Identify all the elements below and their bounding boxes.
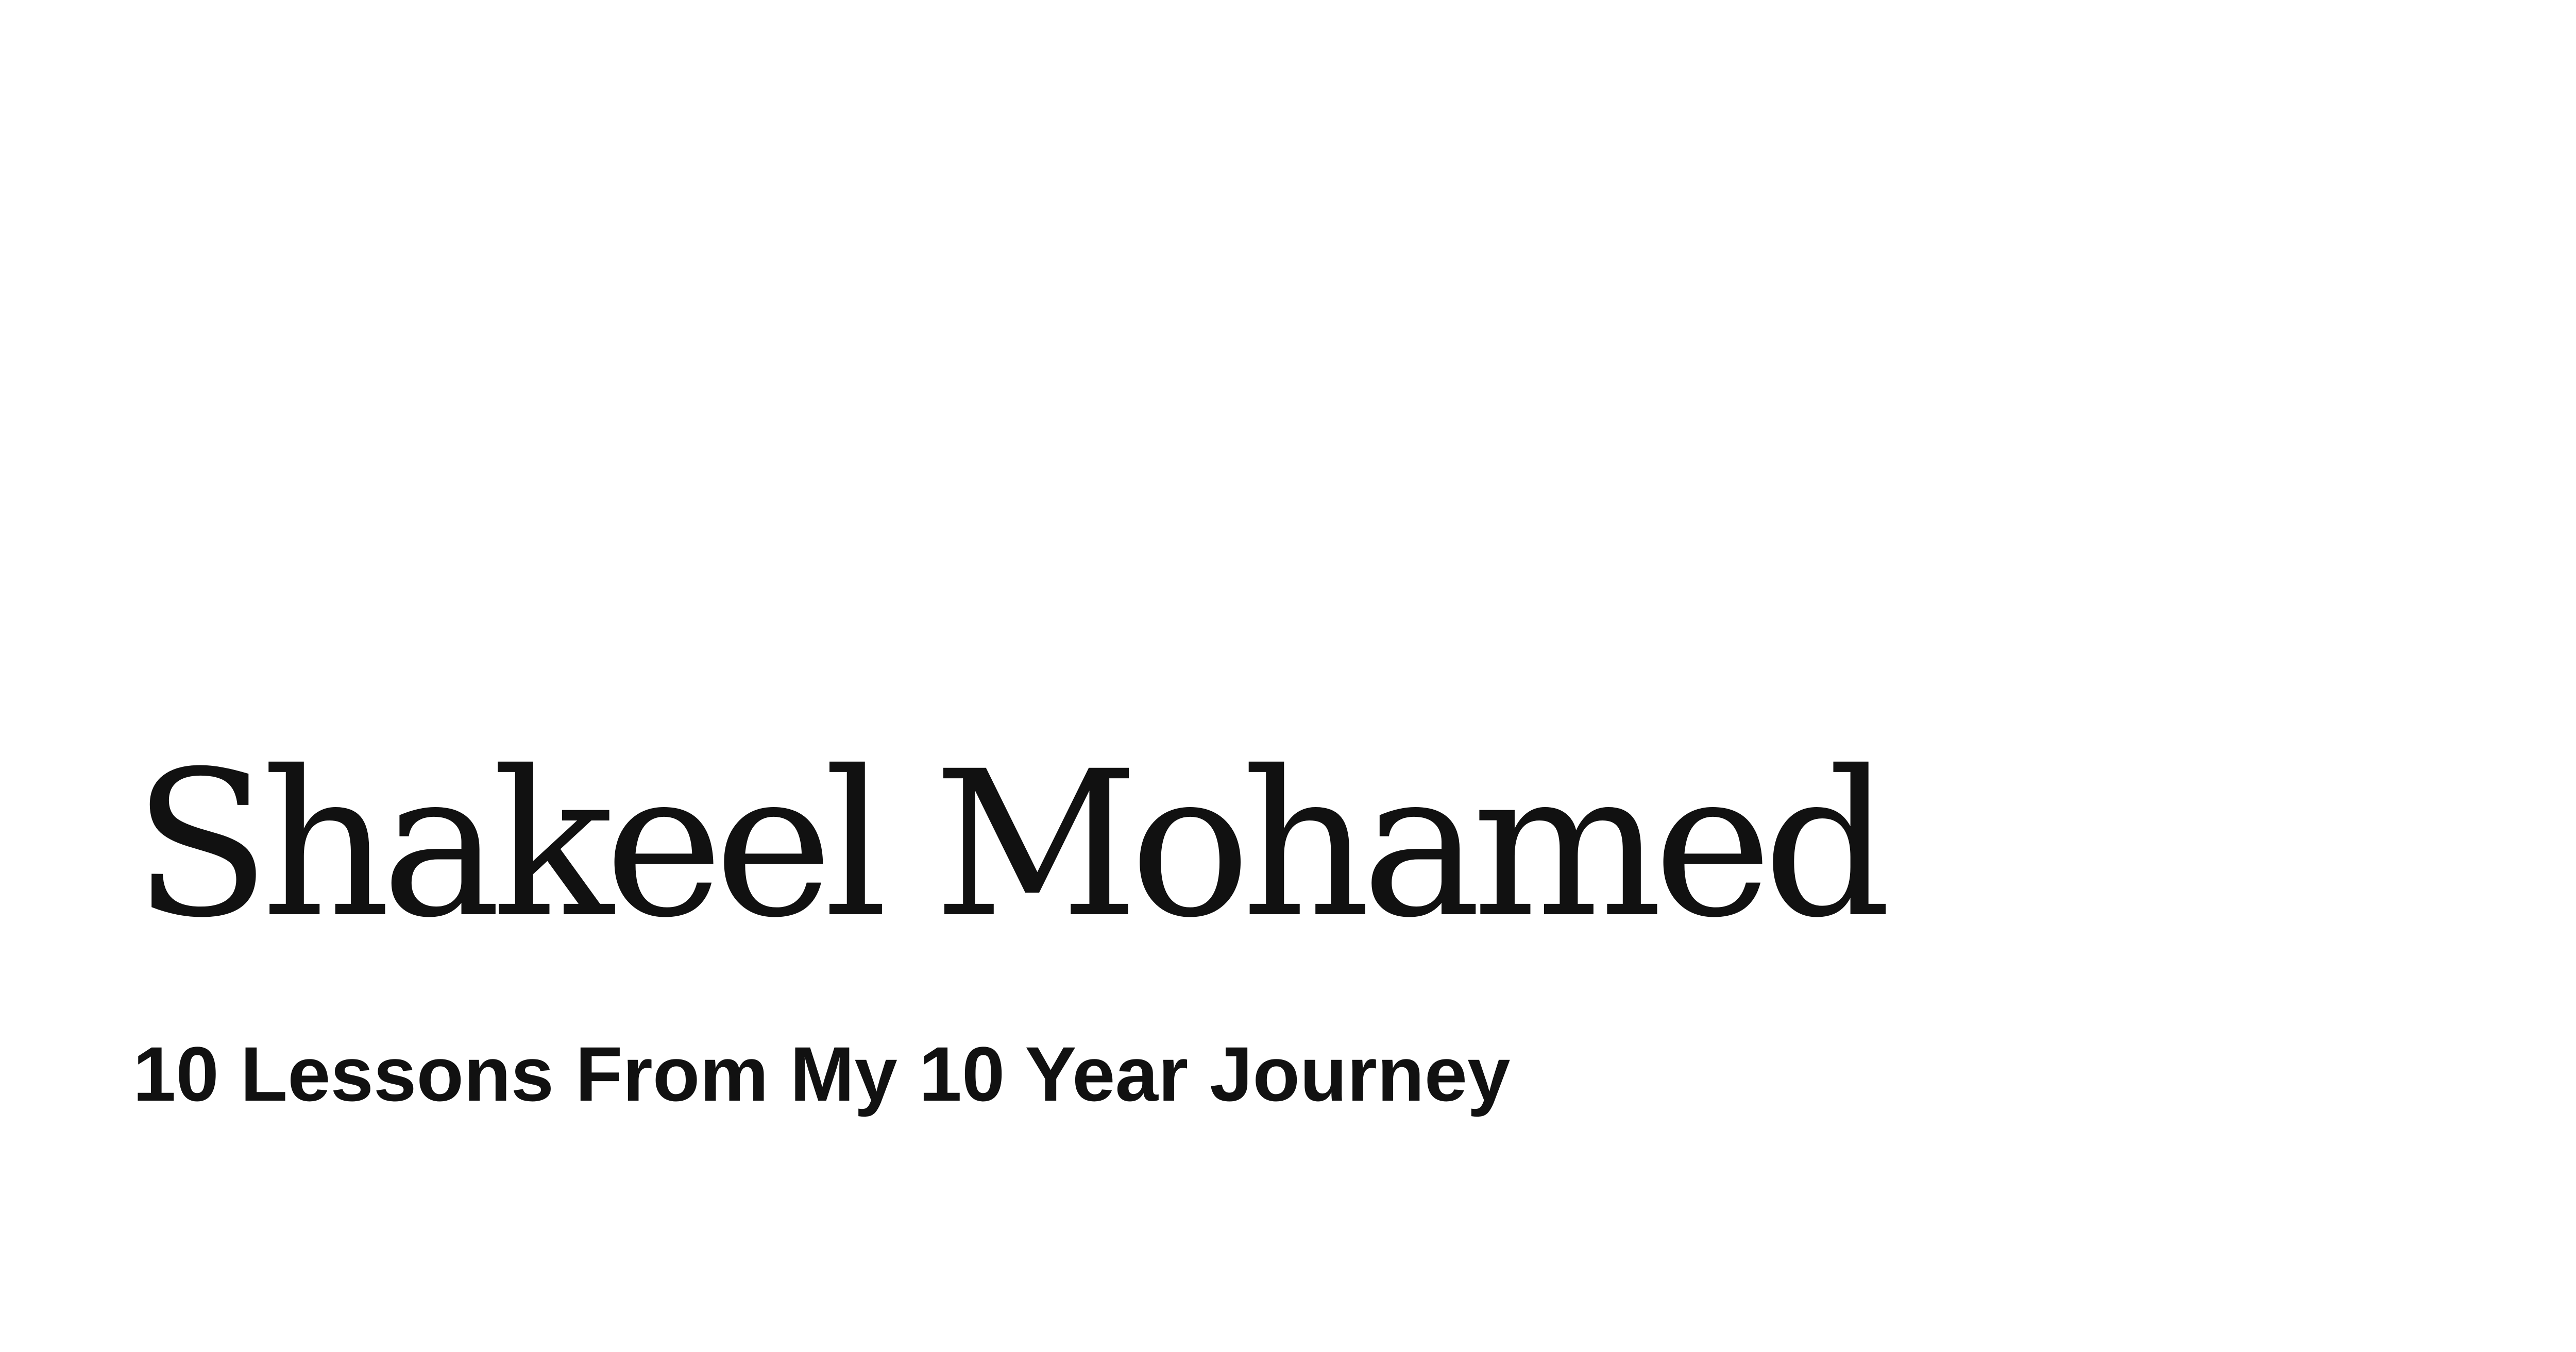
presenter-name: Shakeel Mohamed bbox=[133, 728, 1883, 962]
presentation-subtitle: 10 Lessons From My 10 Year Journey bbox=[133, 1031, 1511, 1117]
